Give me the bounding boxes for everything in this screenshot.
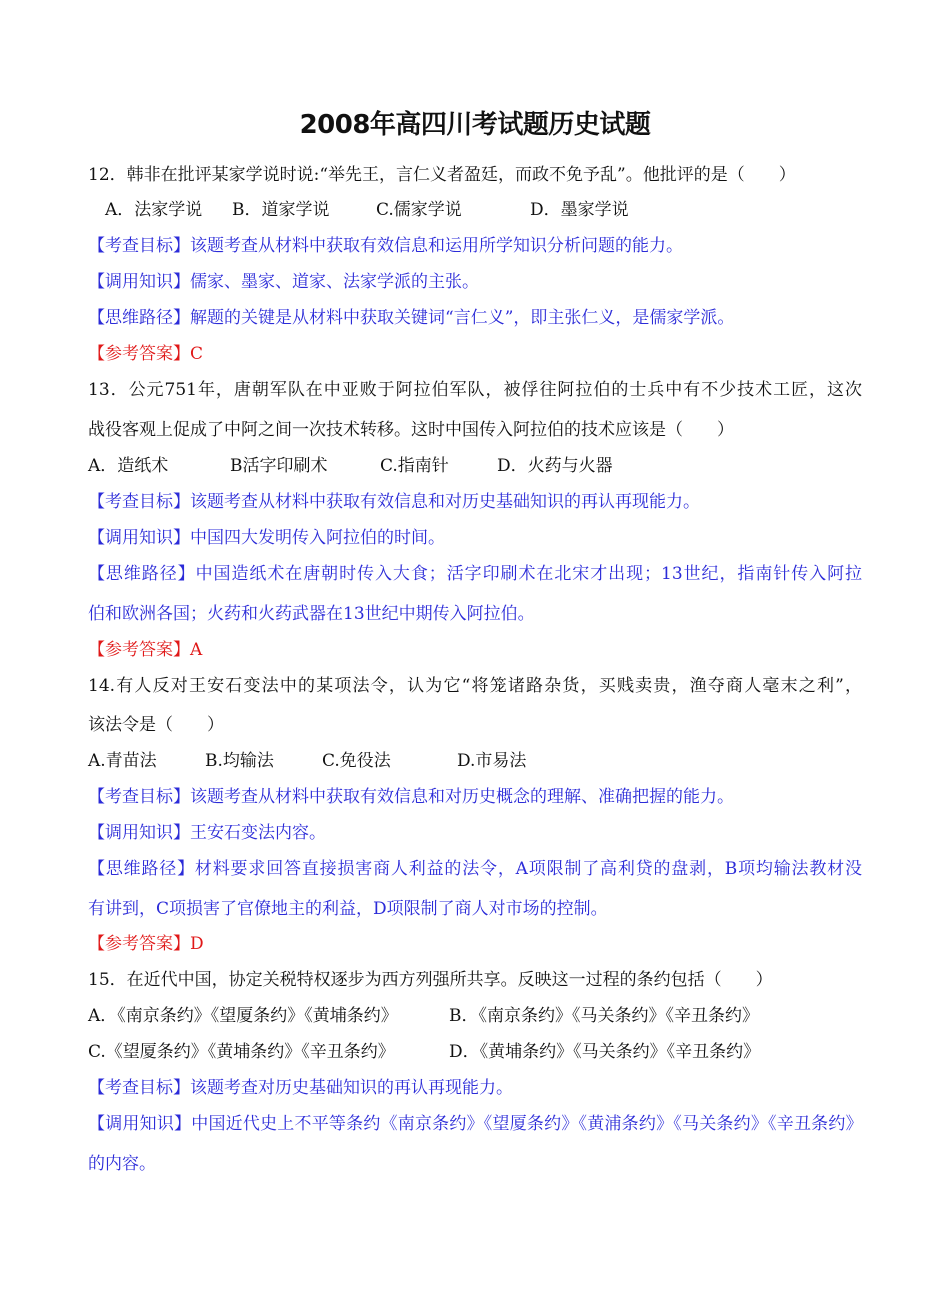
question-15-stem: 15．在近代中国，协定关税特权逐步为西方列强所共享。反映这一过程的条约包括（ ） [88, 970, 773, 990]
q13-option-b: B活字印刷术 [230, 456, 328, 476]
q13-answer: 【参考答案】A [88, 640, 203, 660]
q14-option-c: C.免役法 [322, 751, 391, 771]
q12-goal: 【考查目标】该题考查从材料中获取有效信息和运用所学知识分析问题的能力。 [88, 236, 683, 256]
q15-option-d: D．《黄埔条约》《马关条约》《辛丑条约》 [449, 1042, 761, 1062]
q14-path: 【思维路径】材料要求回答直接损害商人利益的法令，A项限制了高利贷的盘剥，B项均输法教材没 [88, 859, 862, 879]
q15-goal: 【考查目标】该题考查对历史基础知识的再认再现能力。 [88, 1078, 513, 1098]
q13-option-c: C.指南针 [380, 456, 449, 476]
q12-answer: 【参考答案】C [88, 344, 204, 364]
q15-option-c: C.《望厦条约》《黄埔条约》《辛丑条约》 [88, 1042, 395, 1062]
q13-path: 【思维路径】中国造纸术在唐朝时传入大食；活字印刷术在北宋才出现；13世纪，指南针传入阿拉 [88, 564, 863, 584]
question-12-stem: 12．韩非在批评某家学说时说:“举先王，言仁义者盈廷，而政不免予乱”。他批评的是（ ） [88, 165, 796, 185]
q15-option-b: B．《南京条约》《马关条约》《辛丑条约》 [449, 1006, 759, 1026]
q15-knowledge-cont: 的内容。 [88, 1154, 156, 1174]
question-14-stem: 14.有人反对王安石变法中的某项法令，认为它“将笼诸路杂货，买贱卖贵，渔夺商人毫末之利”， [88, 676, 862, 696]
q14-goal: 【考查目标】该题考查从材料中获取有效信息和对历史概念的理解、准确把握的能力。 [88, 787, 734, 807]
q12-path: 【思维路径】解题的关键是从材料中获取关键词“言仁义”，即主张仁义，是儒家学派。 [88, 308, 735, 328]
q12-option-b: B．道家学说 [232, 200, 330, 220]
q13-path-cont: 伯和欧洲各国；火药和火药武器在13世纪中期传入阿拉伯。 [88, 604, 535, 624]
q14-option-d: D.市易法 [457, 751, 527, 771]
q12-option-a: A．法家学说 [105, 200, 203, 220]
q12-knowledge: 【调用知识】儒家、墨家、道家、法家学派的主张。 [88, 272, 479, 292]
q13-option-a: A．造纸术 [88, 456, 169, 476]
question-13-stem-cont: 战役客观上促成了中阿之间一次技术转移。这时中国传入阿拉伯的技术应该是（ ） [88, 420, 734, 440]
q13-knowledge: 【调用知识】中国四大发明传入阿拉伯的时间。 [88, 528, 445, 548]
q12-option-d: D．墨家学说 [530, 200, 629, 220]
q13-option-d: D．火药与火器 [497, 456, 613, 476]
q14-answer: 【参考答案】D [88, 934, 204, 954]
q13-goal: 【考查目标】该题考查从材料中获取有效信息和对历史基础知识的再认再现能力。 [88, 492, 700, 512]
q15-knowledge: 【调用知识】中国近代史上不平等条约《南京条约》《望厦条约》《黄浦条约》《马关条约》《辛丑条约》 [88, 1114, 863, 1134]
q12-option-c: C.儒家学说 [376, 200, 462, 220]
q14-option-a: A.青苗法 [88, 751, 157, 771]
q14-option-b: B.均输法 [205, 751, 274, 771]
question-14-stem-cont: 该法令是（ ） [88, 715, 224, 735]
question-13-stem: 13．公元751年，唐朝军队在中亚败于阿拉伯军队，被俘往阿拉伯的士兵中有不少技术工匠，这次 [88, 380, 862, 400]
page-title: 2008年高四川考试题历史试题 [299, 110, 651, 140]
q14-path-cont: 有讲到，C项损害了官僚地主的利益，D项限制了商人对市场的控制。 [88, 899, 608, 919]
q14-knowledge: 【调用知识】王安石变法内容。 [88, 823, 326, 843]
q15-option-a: A．《南京条约》《望厦条约》《黄埔条约》 [88, 1006, 398, 1026]
